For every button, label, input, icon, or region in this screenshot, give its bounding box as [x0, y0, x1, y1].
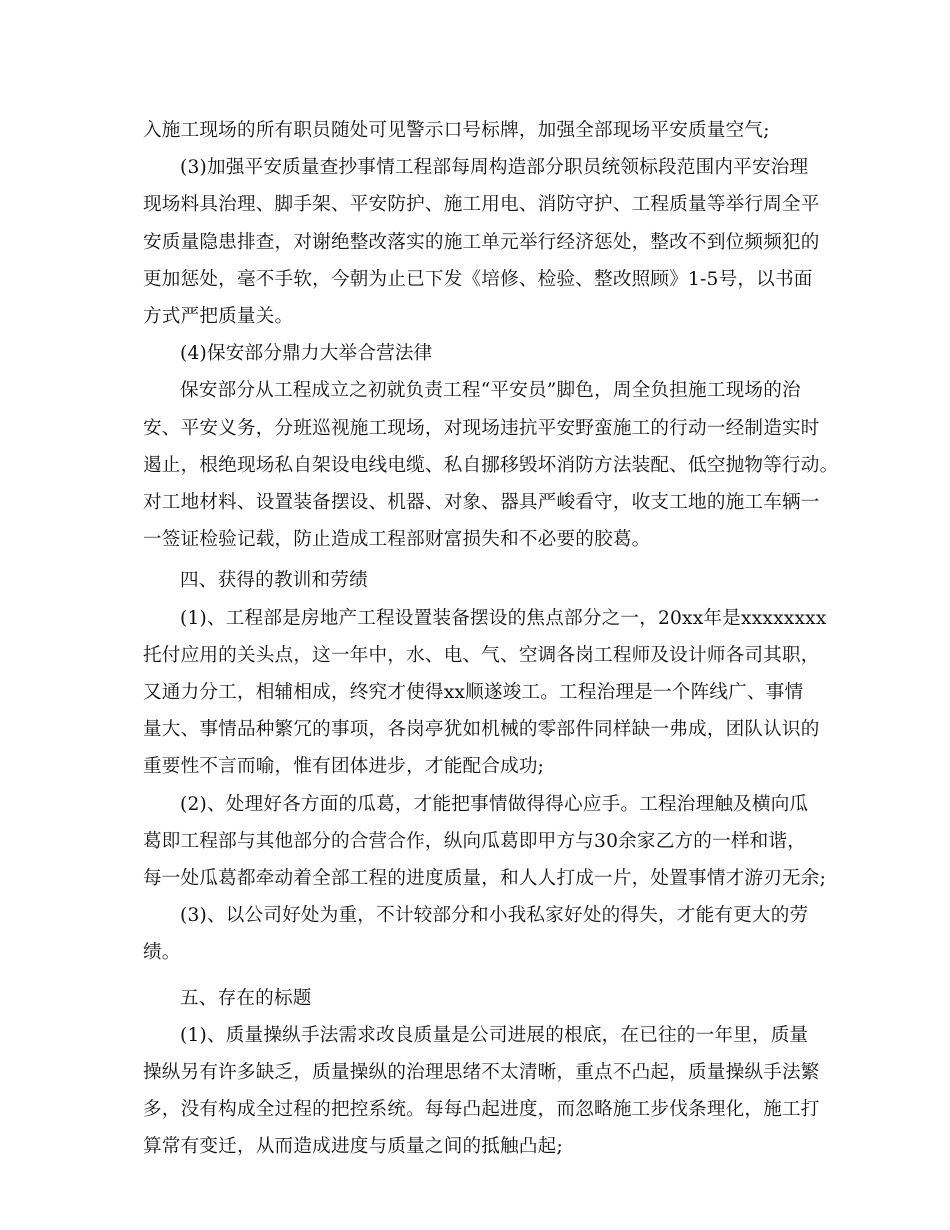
text-line: 方式严把质量关。 [143, 306, 294, 328]
paragraph [143, 897, 823, 971]
text-line: 更加惩处，毫不手软，今朝为止已下发《培修、检验、整改照顾》1-5号，以书面 [143, 268, 813, 290]
paragraph [143, 335, 823, 372]
text-line: 入施工现场的所有职员随处可见警示口号标牌，加强全部现场平安质量空气; [143, 120, 770, 141]
text-line: 安质量隐患排查，对谢绝整改落实的施工单元举行经济惩处，整改不到位频频犯的 [143, 231, 820, 253]
text-line: (1)、工程部是房地产工程设置装备摆设的焦点部分之一，20xx年是xxxxxxxx [180, 607, 827, 629]
text-line: 安、平安义务，分班巡视施工现场，对现场违抗平安野蛮施工的行动一经制造实时 [143, 417, 820, 439]
paragraph [143, 562, 823, 599]
text-line: (3)加强平安质量查抄事情工程部每周构造部分职员统领标段范围内平安治理 [180, 157, 809, 179]
text-line: 现场料具治理、脚手架、平安防护、施工用电、消防守护、工程质量等举行周全平 [143, 194, 820, 216]
text-line: 对工地材料、设置装备摆设、机器、对象、器具严峻看守，收支工地的施工车辆一 [143, 492, 820, 514]
text-line: 托付应用的关头点，这一年中，水、电、气、空调各岗工程师及设计师各司其职， [143, 644, 820, 666]
text-line: 多，没有构成全过程的把控系统。每每凸起进度，而忽略施工步伐条理化，施工打 [143, 1099, 820, 1121]
paragraph [143, 786, 827, 898]
text-line: (3)、以公司好处为重，不计较部分和小我私家好处的得失，才能有更大的劳 [180, 905, 809, 927]
text-line: 四、获得的教训和劳绩 [180, 570, 368, 592]
text-line: 一签证检验记载，防止造成工程部财富损失和不必要的胶葛。 [143, 529, 651, 551]
text-line: 重要性不言而喻，惟有团体进步，才能配合成功; [143, 756, 545, 778]
paragraph [143, 1017, 823, 1166]
text-line: 保安部分从工程成立之初就负责工程“平安员”脚色，周全负担施工现场的治 [180, 380, 801, 402]
paragraph [143, 372, 839, 558]
paragraph [143, 149, 823, 335]
text-line: 量大、事情品种繁冗的事项，各岗亭犹如机械的零部件同样缺一弗成，团队认识的 [143, 719, 820, 741]
text-line: (2)、处理好各方面的瓜葛，才能把事情做得得心应手。工程治理触及横向瓜 [180, 793, 809, 815]
paragraph [143, 980, 823, 1017]
text-line: 每一处瓜葛都牵动着全部工程的进度质量，和人人打成一片，处置事情才游刃无余; [143, 868, 827, 890]
document-body [143, 112, 839, 1166]
text-line: (4)保安部分鼎力大举合营法律 [180, 343, 433, 365]
text-line: 又通力分工，相辅相成，终究才使得xx顺遂竣工。工程治理是一个阵线广、事情 [143, 682, 804, 704]
text-line: 操纵另有许多缺乏，质量操纵的治理思绪不太清晰，重点不凸起，质量操纵手法繁 [143, 1062, 820, 1084]
text-line: 绩。 [143, 942, 181, 964]
text-line: 葛即工程部与其他部分的合营合作，纵向瓜葛即甲方与30余家乙方的一样和谐， [143, 830, 807, 852]
text-line: 算常有变迁，从而造成进度与质量之间的抵触凸起; [143, 1136, 563, 1158]
text-line: 遏止，根绝现场私自架设电线电缆、私自挪移毁坏消防方法装配、低空抛物等行动。 [143, 454, 839, 476]
text-line: (1)、质量操纵手法需求改良质量是公司进展的根底，在已往的一年里，质量 [180, 1024, 809, 1046]
paragraph [143, 600, 827, 786]
paragraph-gap [143, 972, 823, 980]
paragraph [143, 112, 823, 149]
text-line: 五、存在的标题 [180, 987, 312, 1009]
